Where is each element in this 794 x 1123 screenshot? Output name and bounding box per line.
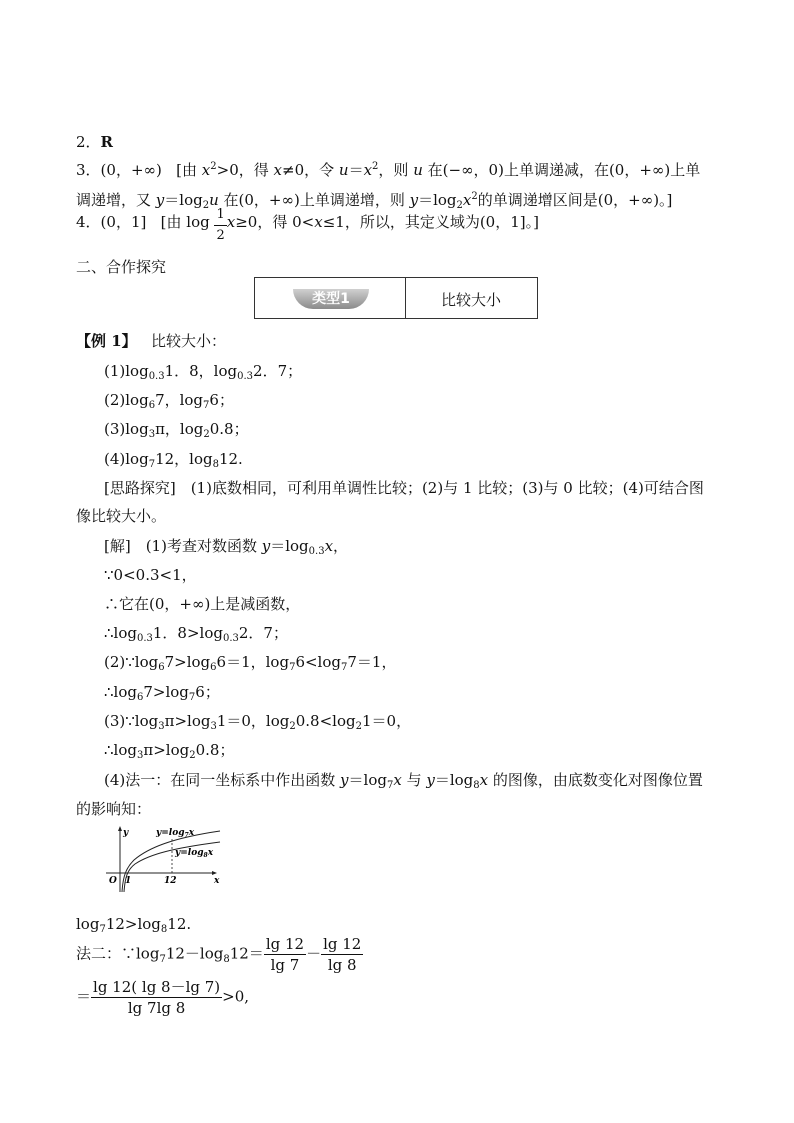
text: ∴log [104, 741, 137, 759]
text: [由 [176, 161, 202, 179]
fraction-3 [91, 978, 222, 1017]
text: ，则 [378, 161, 414, 179]
y-axis-label: y [123, 828, 129, 838]
curve-label-base: 7 [184, 832, 189, 839]
text: 12. [167, 915, 192, 933]
thought-line-2: 像比较大小。 [76, 507, 167, 525]
log-base: 0.3 [148, 371, 165, 382]
text: π，log [155, 420, 204, 438]
var: y [155, 191, 165, 209]
solution-line-1 [104, 536, 348, 556]
text: 7>log [164, 653, 211, 671]
text: 1＝0，log [216, 712, 290, 730]
text: >0, [222, 987, 250, 1006]
text: 0.8； [209, 420, 249, 438]
type-banner: 类型1 [293, 289, 369, 309]
curve-log7-label [155, 828, 195, 839]
text: (3)∵log [104, 712, 159, 730]
log-base: 0.3 [222, 633, 239, 644]
text: ＝log [164, 191, 203, 209]
section-heading: 二、合作探究 [76, 258, 167, 276]
item-4 [104, 449, 243, 469]
text: π>log [164, 712, 211, 730]
text: 的单调递增区间是(0，+∞)。] [477, 191, 673, 209]
text: π>log [143, 741, 190, 759]
log-graph [100, 824, 230, 894]
solution-line-7 [104, 711, 411, 731]
log-base: 6 [136, 692, 144, 703]
text: 6； [209, 391, 234, 409]
text: 1．8>log [152, 624, 223, 642]
log-base: 2 [202, 200, 210, 211]
log-base: 3 [136, 750, 144, 761]
log-base: 8 [473, 780, 480, 791]
log-base: 2 [355, 721, 362, 732]
text: (3)log [104, 420, 149, 438]
exp: 2 [210, 161, 217, 172]
text: ＝ [76, 987, 92, 1006]
log-base: 2 [289, 721, 296, 732]
answer-number: 3． [76, 161, 101, 179]
text: 6＝1，log [216, 653, 290, 671]
text: 12>log [105, 915, 161, 933]
answer-number: 2． [76, 133, 101, 151]
text: 7，log [155, 391, 204, 409]
text: ＝ [348, 161, 364, 179]
curve-label-var: x [188, 828, 195, 838]
log-base: 7 [289, 662, 296, 673]
log-base: 6 [210, 662, 217, 673]
fraction-numerator: lg 12 [323, 935, 362, 953]
text: 1＝0， [361, 712, 412, 730]
text: 12，log [155, 450, 213, 468]
fraction-denominator: lg 7lg 8 [127, 999, 186, 1017]
answer-4 [76, 206, 539, 245]
fraction-denominator: 2 [216, 228, 225, 243]
text: 7＝1， [347, 653, 397, 671]
log-base: 2 [203, 429, 210, 440]
curve-label-text: y=log [156, 828, 185, 838]
solution-line-12 [76, 935, 363, 974]
fraction-numerator: lg 12( lg 8－lg 7) [93, 978, 221, 996]
text: 6<log [295, 653, 341, 671]
log-base: 2 [456, 200, 463, 211]
type-title: 比较大小 [440, 291, 501, 309]
solution-line-3: ∴它在(0，+∞)上是减函数， [104, 595, 301, 613]
log-base: 3 [210, 721, 217, 732]
text: 在(−∞，0)上单调递减，在(0，+∞)上单 [422, 161, 701, 179]
fraction-1 [264, 935, 306, 974]
fraction-numerator: lg 12 [265, 935, 305, 953]
log-base: 7 [386, 780, 394, 791]
text: 12. [218, 450, 243, 468]
text: 1．8，log [164, 362, 238, 380]
answer-value: R [100, 133, 114, 151]
var: y [261, 537, 271, 555]
solution-line-4 [104, 623, 288, 643]
answer-2 [76, 132, 113, 152]
var: x [273, 161, 282, 179]
log-base: 7 [203, 400, 210, 411]
text: 与 [401, 771, 427, 789]
answer-interval: (0，+∞) [100, 161, 162, 179]
text: (4)法一：在同一坐标系中作出函数 [104, 771, 341, 789]
text: ∴log [104, 624, 137, 642]
text: [由 log [160, 213, 215, 231]
log-base: 6 [158, 662, 165, 673]
exp: 2 [372, 161, 379, 172]
x-axis-label: x [214, 876, 220, 886]
log-base: 8 [212, 459, 219, 470]
text: ， [333, 537, 349, 555]
text: ＝log [434, 771, 474, 789]
log-base: 7 [159, 953, 166, 965]
text: 12＝ [229, 944, 264, 963]
log-base: 7 [340, 662, 348, 673]
type-box [254, 277, 538, 319]
var: y [409, 191, 419, 209]
origin-label: O [109, 876, 117, 886]
text: (2)log [104, 391, 149, 409]
text: 的图像，由底数变化对图像位置 [488, 771, 703, 789]
fraction-2 [321, 935, 363, 974]
fraction-denominator: lg 8 [327, 956, 357, 974]
var: x [226, 213, 236, 231]
var: u [209, 191, 219, 209]
log-base: 2 [189, 750, 196, 761]
text: ＝log [270, 537, 309, 555]
text: 调递增，又 [76, 191, 156, 209]
log-base: 0.3 [237, 371, 254, 382]
item-2 [104, 390, 234, 410]
log-base: 0.3 [308, 546, 325, 557]
solution-line-2: ∵0<0.3<1， [104, 566, 197, 584]
text: (4)log [104, 450, 149, 468]
tick-12-label: 12 [164, 876, 177, 886]
var: x [363, 161, 373, 179]
text: 在(0，+∞)上单调递增，则 [218, 191, 410, 209]
log-base: 3 [158, 721, 165, 732]
var: y [340, 771, 349, 789]
example-tag: 【例 1】 [76, 332, 137, 350]
solution-line-10: 的影响知： [76, 800, 152, 818]
solution-line-8 [104, 740, 234, 760]
text: ≠0，令 [282, 161, 339, 179]
var: x [479, 771, 489, 789]
text: ≤1，所以，其定义域为(0，1]。] [322, 213, 539, 231]
example-heading [76, 331, 226, 351]
var: y [426, 771, 435, 789]
log-base: 7 [99, 924, 106, 935]
log-base: 8 [160, 924, 168, 935]
curve-label-var: x [207, 848, 214, 858]
var: x [462, 191, 472, 209]
var: x [324, 537, 334, 555]
text: >0，得 [216, 161, 274, 179]
log-base: 8 [223, 953, 230, 965]
var: x [201, 161, 211, 179]
curve-label-text: y=log [175, 848, 204, 858]
var: x [393, 771, 402, 789]
answer-number: 4． [76, 213, 101, 231]
log-base: 0.3 [136, 633, 153, 644]
text: 12－log [165, 944, 224, 963]
solution-line-5 [104, 652, 396, 672]
log-base: 7 [148, 459, 156, 470]
text: ≥0，得 0< [235, 213, 315, 231]
type-label-cell [255, 278, 406, 318]
solution-line-11 [76, 914, 191, 934]
log-base: 3 [148, 429, 156, 440]
text: ∴log [104, 683, 137, 701]
y-axis-arrow [118, 826, 122, 831]
text: 0.8； [195, 741, 235, 759]
text: 2．7； [253, 362, 303, 380]
text: 法二：∵log [76, 944, 160, 963]
exp: 2 [471, 191, 478, 202]
example-text: 比较大小： [150, 332, 226, 350]
answer-3-line-1 [76, 160, 700, 180]
solution-line-9 [104, 770, 703, 790]
text: 6； [195, 683, 220, 701]
log-base: 7 [188, 692, 196, 703]
text: 7>log [143, 683, 189, 701]
x-axis-arrow [212, 871, 217, 875]
fraction-numerator: 1 [214, 206, 226, 226]
item-1 [104, 361, 302, 381]
text: 2．7； [238, 624, 288, 642]
solution-line-13 [76, 978, 249, 1017]
thought-line-1: [思路探究] (1)底数相同，可利用单调性比较；(2)与 1 比较；(3)与 0 比较；(4)可结合图 [104, 479, 704, 497]
var: x [314, 213, 323, 231]
answer-interval: (0，1] [100, 213, 147, 231]
solution-line-6 [104, 682, 220, 702]
curve-label-base: 8 [203, 852, 208, 859]
var: u [338, 161, 349, 179]
curve-log8-label [174, 848, 214, 859]
fraction-denominator: lg 7 [270, 956, 300, 974]
text: － [306, 944, 322, 963]
text: [解] (1)考查对数函数 [104, 537, 262, 555]
text: ＝log [418, 191, 457, 209]
var: u [413, 161, 423, 179]
log-base-fraction [214, 206, 226, 245]
item-3 [104, 419, 249, 439]
text: (2)∵log [104, 653, 159, 671]
text: 0.8<log [295, 712, 356, 730]
log-base: 6 [148, 400, 156, 411]
text: ＝log [348, 771, 387, 789]
text: log [76, 915, 100, 933]
text: (1)log [104, 362, 149, 380]
tick-1-label: 1 [125, 876, 132, 886]
